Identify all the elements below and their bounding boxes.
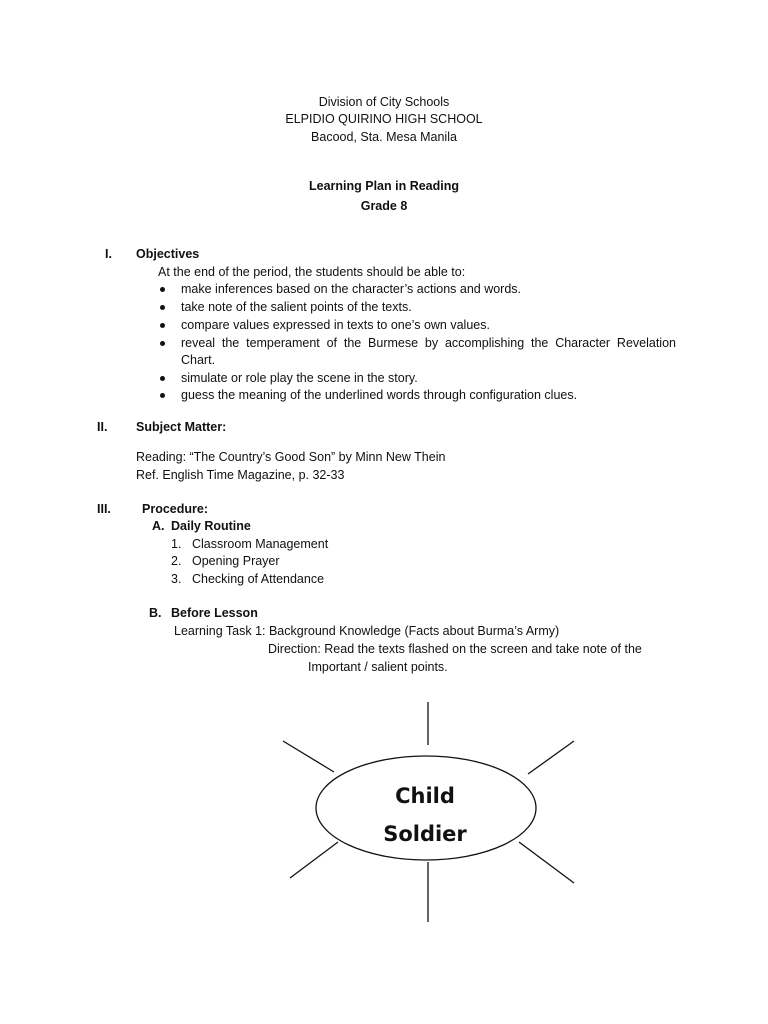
grade-level: Grade 8 <box>360 199 408 213</box>
routine-item: Opening Prayer <box>192 554 280 568</box>
objectives-heading: Objectives <box>136 247 200 261</box>
school-address: Bacood, Sta. Mesa Manila <box>311 130 457 144</box>
routine-item: Checking of Attendance <box>192 572 325 586</box>
objective-item: take note of the salient points of the texts. <box>181 300 412 314</box>
division-name: Division of City Schools <box>318 95 450 109</box>
direction-line-2: Important / salient points. <box>308 660 448 674</box>
before-lesson-letter: B. <box>149 606 162 620</box>
objective-item: compare values expressed in texts to one’s own values. <box>181 318 490 332</box>
routine-number: 3. <box>171 572 182 586</box>
daily-routine-letter: A. <box>152 519 165 533</box>
center-label-line-2: Soldier <box>383 822 467 846</box>
reading-reference: Ref. English Time Magazine, p. 32-33 <box>136 468 345 482</box>
before-lesson-heading: Before Lesson <box>171 606 258 620</box>
direction-line-1: Direction: Read the texts flashed on the screen and take note of the <box>268 642 642 656</box>
daily-routine-heading: Daily Routine <box>171 519 251 533</box>
objective-item: make inferences based on the character’s actions and words. <box>181 282 522 296</box>
procedure-numeral: III. <box>97 502 111 516</box>
objective-item: reveal the temperament of the Burmese by accomplishing the Character Revelation <box>181 336 676 350</box>
objectives-numeral: I. <box>105 247 112 261</box>
subject-matter-heading: Subject Matter: <box>136 420 227 434</box>
spoke-line-bottom-left <box>290 842 338 878</box>
objective-item-continuation: Chart. <box>181 353 216 367</box>
routine-number: 2. <box>171 554 182 568</box>
learning-task: Learning Task 1: Background Knowledge (Facts about Burma’s Army) <box>174 624 560 638</box>
objectives-intro: At the end of the period, the students should be able to: <box>158 265 466 279</box>
subject-matter-numeral: II. <box>97 420 108 434</box>
reading-title: Reading: “The Country’s Good Son” by Minn New Thein <box>136 450 446 464</box>
center-label-line-1: Child <box>395 784 455 808</box>
procedure-heading: Procedure: <box>142 502 208 516</box>
objective-item: guess the meaning of the underlined words through configuration clues. <box>181 388 578 402</box>
objective-item: simulate or role play the scene in the story. <box>181 371 418 385</box>
spoke-line-bottom-right <box>519 842 574 883</box>
plan-title: Learning Plan in Reading <box>308 179 460 193</box>
spoke-line-top-left <box>283 741 334 772</box>
routine-item: Classroom Management <box>192 537 329 551</box>
school-name: ELPIDIO QUIRINO HIGH SCHOOL <box>285 112 483 126</box>
spoke-line-top-right <box>528 741 574 774</box>
routine-number: 1. <box>171 537 182 551</box>
